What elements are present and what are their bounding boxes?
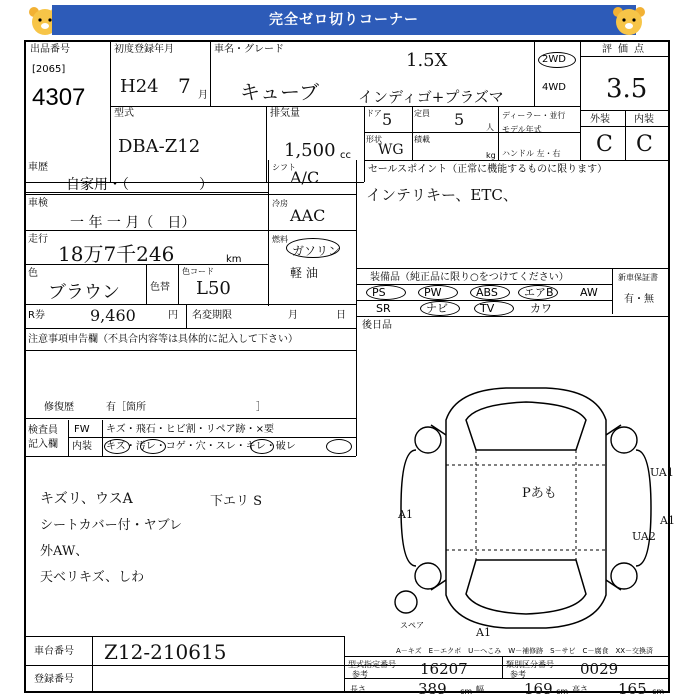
equipment-item: エアB (524, 286, 554, 299)
equipment-circle (418, 285, 458, 300)
first-reg-label: 初度登録年月 (114, 44, 174, 55)
diagram-mark-1: UA1 (650, 466, 674, 479)
equipment-circle (470, 285, 510, 300)
model-label: 型式 (114, 108, 134, 119)
lot-label: 出品番号 (30, 44, 70, 55)
capacity-label: 定員 (414, 109, 430, 118)
diagram-mark-4: UA2 (632, 530, 656, 543)
repair-label: 修復歴 (44, 402, 74, 413)
diagram-spare: スペア (400, 621, 424, 630)
model-year-label: モデル年式 (502, 125, 542, 134)
class-spec-label: 類別区分番号 (506, 660, 554, 669)
warranty-label: 新車保証書 (618, 273, 658, 282)
rating-exterior-label: 外装 (590, 114, 610, 125)
shape-value: WG (378, 142, 404, 158)
color-label: 色 (28, 268, 38, 279)
name-change-label: 名変期限 (192, 310, 232, 321)
lot-sub: [2065] (32, 64, 66, 75)
color-code-value: L50 (196, 278, 231, 299)
length-value: 389 (418, 680, 447, 698)
displacement-label: 排気量 (270, 108, 300, 119)
rating-score: 3.5 (606, 74, 648, 104)
width-label: 幅 (476, 685, 484, 694)
recycle-label: R券 (28, 310, 45, 321)
car-label: 車名・グレード (214, 44, 284, 55)
ac-label: 冷房 (272, 199, 288, 208)
inspector-fw-items: キズ・飛石・ヒビ割・リペア跡・×要 (106, 424, 274, 435)
repair-value: 有［箇所 ］ (106, 402, 266, 413)
rating-label: 評価点 (602, 44, 650, 55)
remarks-line2: シートカバー付・ヤブレ (40, 518, 183, 533)
equipment-circle (474, 301, 514, 316)
mileage-unit: km (226, 254, 242, 265)
doors-label: ドア (366, 109, 382, 118)
post-fit-label: 後日品 (362, 320, 392, 331)
mileage-value: 18万7千246 (58, 242, 175, 266)
car-name: キューブ (240, 80, 319, 104)
legend: A－キズ E－エクボ U－へこみ W－補修跡 S－サビ C－腐食 XX－交換済 (396, 647, 654, 655)
car-grade: 1.5X (406, 50, 448, 71)
mileage-label: 走行 (28, 234, 48, 245)
rating-exterior: C (596, 132, 613, 157)
doors-value: 5 (382, 110, 393, 129)
inspector-label: 検査員 記入欄 (28, 425, 58, 450)
width-value: 169 (524, 680, 553, 698)
remarks-line1b: 下エリ S (210, 494, 263, 509)
capacity-value: 5 (454, 110, 465, 129)
load-unit: kg (486, 151, 496, 160)
chassis-label: 車台番号 (34, 646, 74, 657)
equipment-circle (366, 285, 406, 300)
model-value: DBA-Z12 (118, 136, 201, 157)
remarks-line1: キズリ、ウスA (40, 491, 133, 507)
equipment-circle (518, 285, 558, 300)
equipment-item: ナビ (426, 302, 448, 315)
fuel-diesel: 軽 油 (290, 266, 318, 280)
handle-label: ハンドル 左・右 (502, 149, 561, 158)
notes-label: 注意事項申告欄（不具合内容等は具体的に記入して下さい） (28, 334, 298, 345)
length-label: 長さ (350, 685, 366, 694)
equipment-circle (420, 301, 460, 316)
rating-interior: C (636, 132, 653, 157)
shape-label: 形状 (366, 135, 382, 144)
equipment-item: AW (580, 286, 598, 299)
name-change-month: 月 (288, 310, 298, 321)
color-value: ブラウン (48, 282, 120, 303)
dealer-label: ディーラー・並行 (502, 111, 566, 120)
diagram-mark-5: A1 (476, 626, 491, 639)
inspection-label: 車検 (28, 198, 48, 209)
height-value: 165 (618, 680, 647, 698)
color-code-label: 色コード (182, 267, 214, 276)
inspector-fw: FW (74, 424, 90, 435)
ac-value: AAC (290, 206, 326, 225)
equipment-item: PW (424, 286, 442, 299)
type-spec-note: 参考 (352, 670, 368, 679)
class-spec-value: 0029 (580, 660, 619, 678)
load-label: 積載 (414, 135, 430, 144)
name-change-day: 日 (336, 310, 346, 321)
recycle-unit: 円 (168, 310, 178, 321)
height-unit: cm (652, 687, 665, 696)
drive-2wd: 2WD (542, 54, 566, 65)
equipment-item: ABS (476, 286, 498, 299)
car-grade2: インディゴ+プラズマ (358, 88, 504, 106)
sales-label: セールスポイント（正常に機能するものに限ります） (368, 164, 608, 175)
history-label: 車歴 (28, 162, 48, 173)
remarks-line3: 外AW、 (40, 544, 89, 559)
rating-interior-label: 内装 (634, 114, 654, 125)
inspection-value: 一 年 一 月（ 日） (70, 215, 196, 231)
type-spec-label: 型式指定番号 (348, 660, 396, 669)
banner-title: 完全ゼロ切りコーナー (52, 5, 636, 35)
warranty-value: 有・無 (624, 294, 654, 305)
diagram-mark-3: A1 (660, 514, 675, 527)
history-value: 自家用・（ ） (66, 177, 213, 193)
type-spec-value: 16207 (420, 660, 468, 678)
color-swap-label: 色替 (150, 282, 170, 293)
length-unit: cm (460, 687, 473, 696)
recycle-value: 9,460 (90, 306, 136, 325)
displacement-value: 1,500 (284, 140, 336, 161)
equipment-item: SR (376, 302, 391, 315)
capacity-unit: 人 (486, 123, 494, 132)
width-unit: cm (556, 687, 569, 696)
inspector-interior-items: キズ・汚レ・コゲ・穴・スレ・キレ・破レ (106, 441, 296, 452)
shift-label: シフト (272, 163, 296, 172)
equipment-label: 装備品（純正品に限り○をつけてください） (370, 272, 569, 283)
diagram-center-note: Pあも (522, 486, 557, 501)
shift-value: A/C (290, 168, 320, 187)
displacement-unit: cc (340, 150, 351, 161)
first-reg-month: 7 (178, 74, 191, 98)
lot-number: 4307 (32, 84, 86, 111)
remarks-line4: 天ベリキズ、しわ (40, 570, 145, 585)
first-reg-year: H24 (120, 76, 159, 97)
equipment-item: カワ (530, 302, 552, 315)
height-label: 高さ (572, 685, 588, 694)
reg-number-label: 登録番号 (34, 674, 74, 685)
diagram-mark-2: A1 (398, 508, 413, 521)
drive-4wd: 4WD (542, 82, 566, 93)
bear-mascot-right-icon (610, 4, 648, 38)
fuel-gasoline: ガソリン (292, 244, 341, 258)
fuel-label: 燃料 (272, 235, 288, 244)
sales-value: インテリキー、ETC、 (366, 186, 518, 204)
class-spec-note: 参考 (510, 670, 526, 679)
car-damage-diagram (386, 380, 672, 640)
equipment-item: PS (372, 286, 386, 299)
equipment-item: TV (480, 302, 495, 315)
chassis-value: Z12-210615 (104, 640, 227, 664)
inspector-interior: 内装 (72, 441, 92, 452)
first-reg-month-unit: 月 (198, 90, 208, 101)
